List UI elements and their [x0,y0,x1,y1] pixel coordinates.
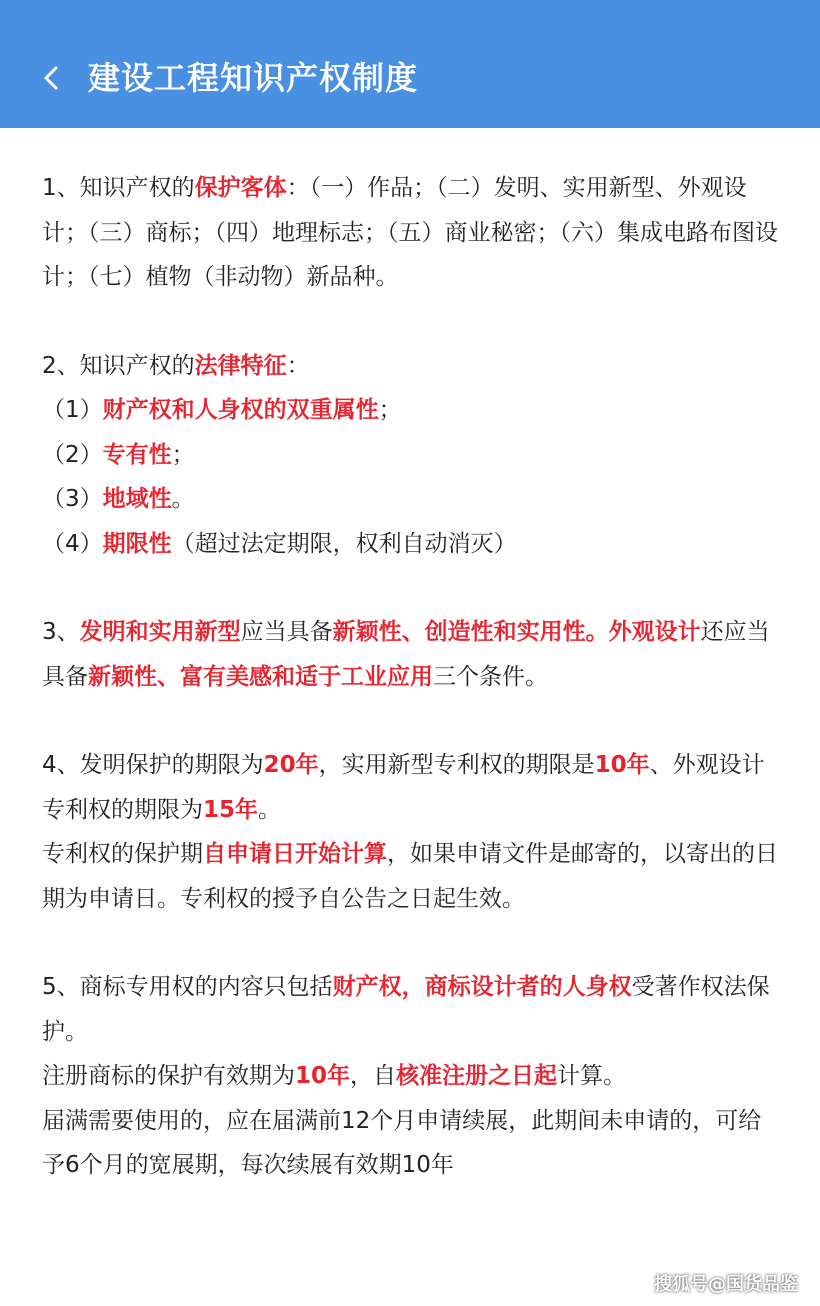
highlight-text: 地域性 [102,486,172,512]
body-text: （1） [42,397,103,423]
paragraph [42,743,782,832]
body-text: 专利权的保护期 [42,841,203,867]
body-text: （3） [42,486,103,512]
paragraph [42,832,782,921]
body-text: 。 [258,796,282,823]
body-text: ； [378,397,402,423]
paragraph [42,610,782,699]
body-text: ：（一）作品；（二）发明、实用新型、外观设计；（三）商标；（四）地理标志；（五）商业秘密；（六）集成电路布图设计；（七）植物（非动物）新品种。 [42,175,778,290]
paragraph [42,1099,782,1188]
body-text: ； [171,441,195,468]
body-text: ，如果申请文件是邮寄的，以寄出的日期为申请日。专利权的授予自公告之日起生效。 [42,841,778,912]
body-text: 受著作权法保护。 [42,974,770,1045]
highlight-text: 期限性 [102,530,172,557]
body-text: 届满需要使用的，应在届满前12个月申请续展，此期间未申请的，可给予6个月的宽展期，每次续展有效期10年 [42,1107,762,1178]
body-text: ，自 [350,1063,397,1089]
paragraph [42,522,782,567]
highlight-text: 财产权，商标设计者的人身权 [332,974,632,1000]
body-text: 4、发明保护的期限为 [42,752,264,778]
highlight-text: 新颖性、富有美感和适于工业应用 [88,663,433,690]
section-4 [42,743,782,921]
highlight-text: 发明和实用新型 [79,619,241,645]
body-text: 三个条件。 [433,663,548,690]
section-2 [42,344,782,567]
body-text: （超过法定期限，权利自动消灭） [171,530,517,557]
highlight-text: 15年 [203,796,259,823]
highlight-text: 财产权和人身权的双重属性 [102,397,379,423]
section-1 [42,166,782,300]
app-header [0,0,820,128]
highlight-text: 核准注册之日起 [396,1063,558,1089]
highlight-text: 10年 [594,752,650,778]
highlight-text: 自申请日开始计算 [203,841,387,867]
section-3 [42,610,782,699]
paragraph [42,433,782,478]
page-title: 建设工程知识产权制度 [88,59,419,97]
highlight-text: 20年 [263,752,319,778]
body-text: 。 [171,486,195,512]
body-text: 5、商标专用权的内容只包括 [42,974,333,1000]
body-text: 1、知识产权的 [42,175,195,201]
body-text: 还应当具备 [42,619,770,690]
body-text: 应当具备 [240,619,333,645]
body-text: ： [286,352,310,379]
paragraph [42,166,782,300]
article-body [42,166,782,1232]
section-5 [42,965,782,1188]
body-text: 、外观设计专利权的期限为 [42,752,765,823]
body-text: （2） [42,441,103,468]
paragraph [42,1054,782,1099]
paragraph [42,477,782,522]
body-text: 注册商标的保护有效期为 [42,1063,295,1089]
highlight-text: 新颖性、创造性和实用性。外观设计 [332,619,701,645]
highlight-text: 法律特征 [194,352,287,379]
highlight-text: 保护客体 [194,175,287,201]
body-text: 计算。 [557,1063,627,1089]
body-text: 3、 [42,619,80,645]
chevron-left-icon[interactable] [38,58,64,98]
paragraph [42,965,782,1054]
paragraph [42,344,782,389]
body-text: 2、知识产权的 [42,352,195,379]
body-text: ，实用新型专利权的期限是 [318,752,595,778]
body-text: （4） [42,530,103,557]
watermark: 搜狐号@国货品鉴 [654,1274,798,1295]
highlight-text: 10年 [295,1063,351,1089]
highlight-text: 专有性 [102,441,172,468]
paragraph [42,388,782,433]
